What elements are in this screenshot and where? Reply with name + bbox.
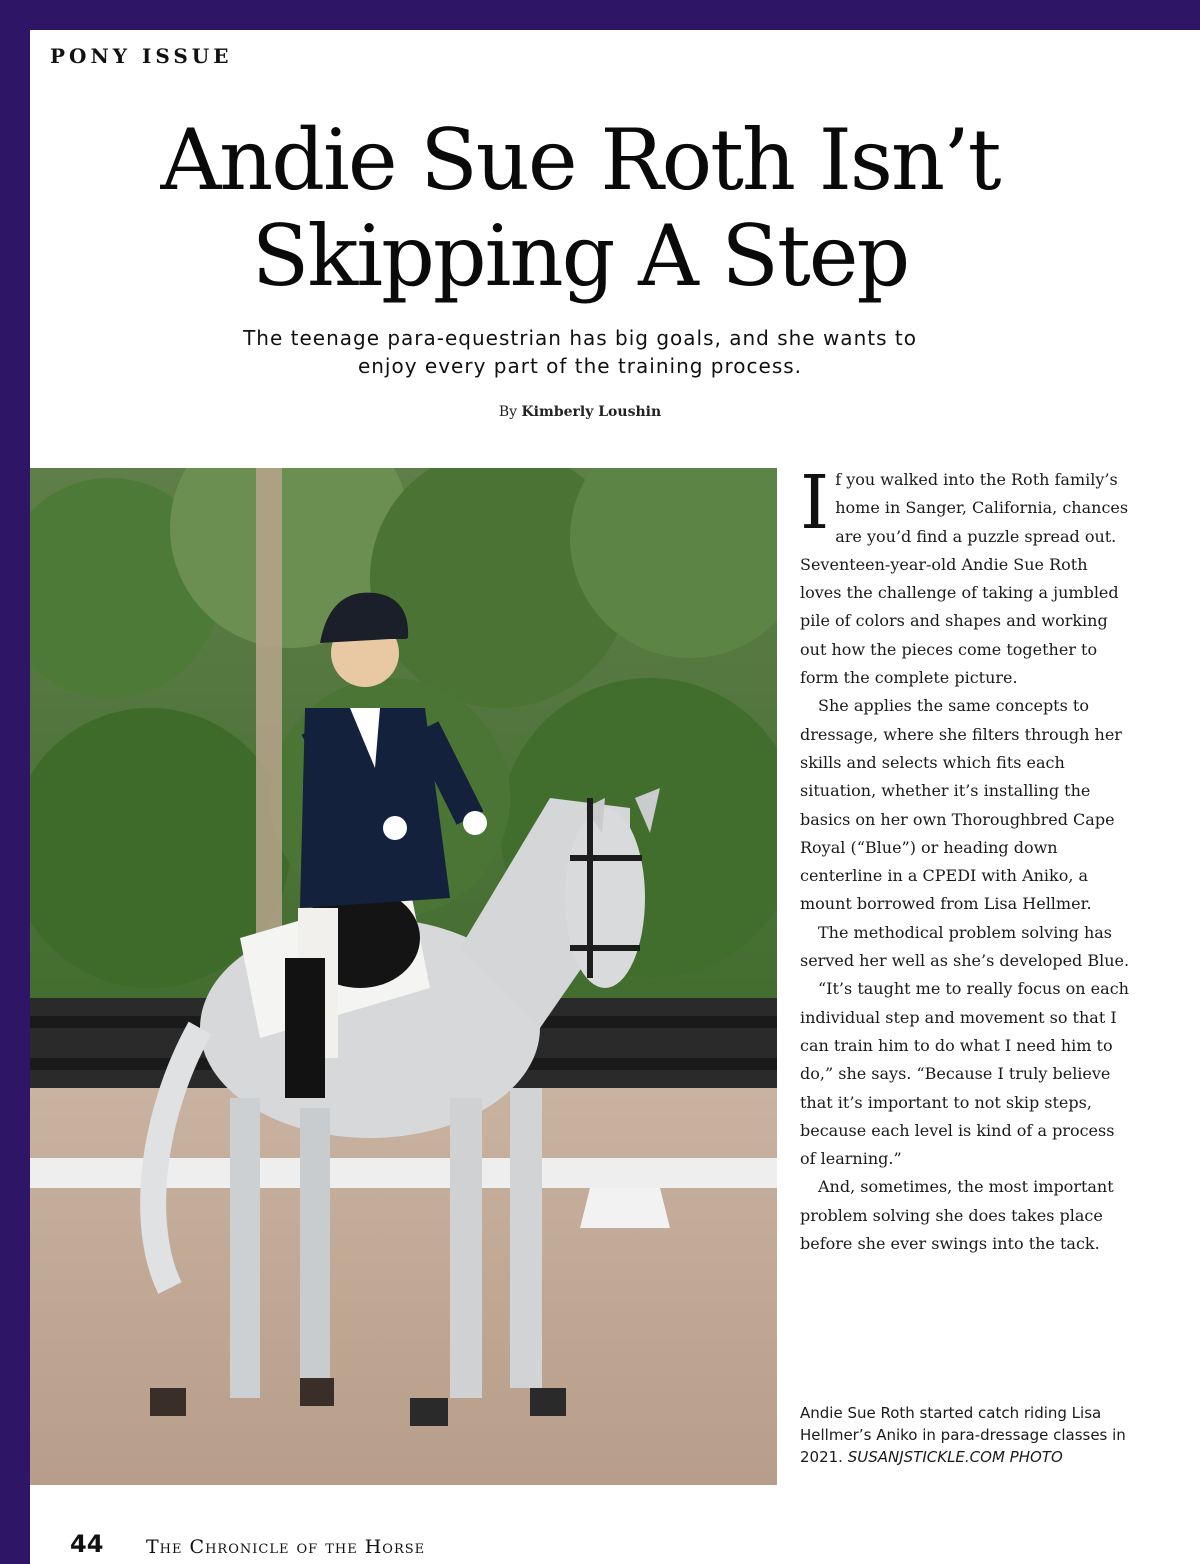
byline-author: Kimberly Loushin	[521, 404, 662, 420]
page-number: 44	[70, 1530, 104, 1558]
byline-prefix: By	[498, 404, 518, 420]
dek-line-2: enjoy every part of the training process.	[357, 354, 803, 378]
headline-line-1: Andie Sue Roth Isn’t	[160, 111, 1000, 209]
article-headline	[40, 112, 1120, 304]
article-photo	[30, 468, 777, 1485]
article-dek	[180, 324, 980, 380]
photo-credit: SUSANJSTICKLE.COM PHOTO	[847, 1448, 1063, 1466]
paragraph-1	[800, 460, 1130, 692]
paragraph-1-text: f you walked into the Roth family’s home in Sanger, California, chances are you’d find a puzzle spread out. Seventeen-year-old Andie Sue Roth loves the challenge of taking a jumbled pile of colors and shapes and working out how the pieces come together to form the complete picture.	[800, 470, 1129, 688]
photo-caption	[800, 1402, 1130, 1468]
purple-frame-top	[0, 0, 1200, 30]
section-label: PONY ISSUE	[50, 44, 233, 68]
paragraph-3: The methodical problem solving has served her well as she’s developed Blue.	[800, 922, 1130, 971]
purple-frame-left	[0, 0, 30, 1564]
photo-horse-rider-illustration	[30, 468, 777, 1485]
paragraph-2: She applies the same concepts to dressage, where she filters through her skills and selects which fits each situation, whether it’s installing the basics on her own Thoroughbred Cape Royal (“Blue”) or heading down centerline in a CPEDI with Aniko, a mount borrowed from Lisa Hellmer.	[800, 696, 1122, 914]
headline-line-2: Skipping A Step	[251, 207, 909, 305]
dek-line-1: The teenage para-equestrian has big goals, and she wants to	[243, 326, 917, 350]
magazine-name: The Chronicle of the Horse	[146, 1536, 426, 1558]
byline	[380, 404, 780, 420]
paragraph-4: “It’s taught me to really focus on each individual step and movement so that I can train him to do what I need him to do,” she says. “Because I truly believe that it’s important to not skip steps, because each level is kind of a process of learning.”	[800, 979, 1129, 1169]
drop-cap: I	[800, 460, 830, 546]
paragraph-5: And, sometimes, the most important problem solving she does takes place before she ever swings into the tack.	[800, 1177, 1114, 1254]
article-body	[800, 460, 1130, 1258]
caption-text: Andie Sue Roth started catch riding Lisa Hellmer’s Aniko in para-dressage classes in 2021.	[800, 1404, 1126, 1466]
